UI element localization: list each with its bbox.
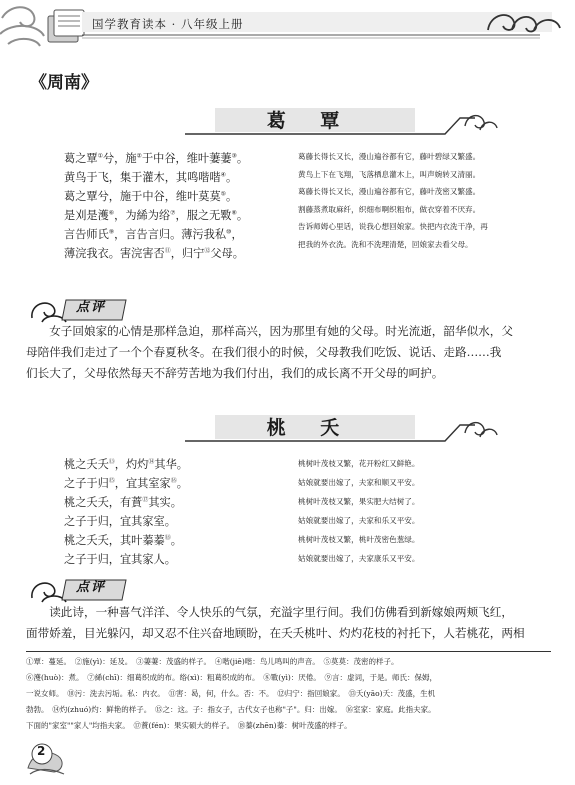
footnote-line: ①覃：蔓延。 ②施(yì)：延及。 ③萋萋：茂盛的样子。 ④喈(jiē)喈：鸟儿鸣叫的声音。 ⑤莫莫：茂密的样子。 [26, 657, 399, 666]
poem-text: 。 [236, 209, 249, 222]
translation-line: 姑娘就要出嫁了，夫家康乐又平安。 [298, 554, 420, 563]
comment1-line: 母陪伴我们走过了一个个春夏秋冬。在我们很小的时候，父母教我们吃饭、说话、走路……我 [26, 345, 502, 359]
poem-text: 之子于归 [64, 477, 109, 490]
poem-line [64, 532, 182, 548]
translation-line: 黄鸟上下在飞翔，飞落栖息灌木上，叫声婉转又清丽。 [298, 169, 481, 179]
poem-line [64, 456, 188, 472]
book-stack-icon [48, 10, 84, 42]
comment2-line: 面带娇羞，目光躲闪，却又忍不住兴奋地顾盼，在夭夭桃叶、灼灼花枝的衬托下，人若桃花，两相 [26, 626, 525, 640]
footnote-marker: ⑯ [170, 477, 177, 485]
footnote-marker: ① [97, 152, 103, 160]
poem-text: ，为絺为绤 [114, 209, 171, 222]
poem-text: 。 [226, 190, 238, 203]
poem-text: 。 [236, 152, 249, 165]
poem2-title-banner [175, 407, 500, 447]
comment2-paragraph [26, 602, 551, 644]
footnote-marker: ⑪ [164, 247, 171, 255]
footnote-marker: ⑬ [108, 458, 115, 466]
poem-text: 其华。 [154, 458, 188, 471]
footnote-line: 勃勃。 ⑭灼(zhuó)灼：鲜艳的样子。 ⑮之：这。子：指女子，古代女子也称"子"。归：出嫁。 ⑯室家：家庭。此指夫家。 [26, 705, 436, 714]
comment1-label: 点评 [76, 300, 107, 315]
footnote-marker: ④ [220, 171, 227, 179]
translation-line: 桃树叶茂枝又繁，桃叶茂密色葱绿。 [298, 535, 420, 544]
footnote-marker: ⑦ [170, 209, 176, 217]
footnote-line: ⑥濩(huò)：煮。 ⑦絺(chī)：细葛织成的布。绤(xì)：粗葛织成的布。 ⑧斁(yì)：厌倦。 ⑨言：虚词，于是。师氏：保姆， [26, 673, 438, 682]
poem-text: ，灼灼 [114, 458, 149, 471]
translation-line: 葛藤长得长又长，漫山遍谷都有它，藤叶碧绿又繁盛。 [298, 152, 481, 161]
poem-text: 于中谷，维叶萋萋 [141, 152, 232, 165]
poem1-title: 葛 覃 [266, 110, 354, 132]
wave-ornament-icon [24, 734, 68, 778]
comment2-label: 点评 [76, 580, 107, 595]
poem-text: 薄浣我衣。害浣害否 [64, 247, 165, 260]
footnote-marker: ⑨ [108, 228, 115, 236]
footnote-marker: ⑱ [164, 534, 171, 542]
translation-line: 姑娘就要出嫁了，夫家和乐又平安。 [298, 516, 420, 525]
poem2-title: 桃 夭 [266, 417, 354, 439]
poem-text: 葛之覃 [64, 152, 98, 165]
poem-text: 桃之夭夭 [64, 458, 109, 471]
translation-line: 把我的外衣洗。洗和不洗理清楚，回娘家去看父母。 [298, 240, 473, 249]
poem-text: 是刈是濩 [64, 209, 109, 222]
poem-text: 桃之夭夭，其叶蓁蓁 [64, 534, 165, 547]
poem-text: 。 [176, 477, 188, 490]
poem-line [64, 494, 182, 510]
poem-text: ，归宁 [170, 247, 205, 260]
footnote-marker: ⑮ [108, 477, 115, 485]
poem-text: ，服之无斁 [175, 209, 232, 222]
poem-text: 言告师氏 [64, 228, 109, 241]
footnote-marker: ⑫ [204, 247, 211, 255]
poem-line [64, 475, 188, 491]
poem-line [64, 551, 176, 567]
footnote-marker: ⑭ [148, 458, 155, 466]
footnote-marker: ⑤ [220, 190, 227, 198]
footnote-marker: ③ [231, 152, 237, 160]
poem-text: 桃之夭夭，有蕡 [64, 496, 143, 509]
footnote-divider [26, 651, 551, 652]
comment1-line: 们长大了，父母依然每天不辞劳苦地为我们付出，我们的成长离不开父母的呵护。 [26, 366, 444, 380]
footnote-marker: ② [136, 152, 142, 160]
page-number: 2 [37, 744, 46, 758]
poem-line [64, 169, 237, 185]
comment2-badge [26, 570, 136, 606]
page-number-badge [24, 734, 68, 778]
comment1-line: 女子回娘家的心情是那样急迫，那样高兴，因为那里有她的父母。时光流逝，韶华似水，父 [49, 324, 513, 338]
poem-text: ， [231, 228, 243, 241]
footnote-line: 下面的"家室""家人"均指夫家。 ⑰蕡(fén)：果实硕大的样子。 ⑱蓁(zhēn)蓁：树叶茂盛的样子。 [26, 721, 352, 730]
poem-line [64, 207, 248, 223]
poem-text: 葛之覃兮，施于中谷，维叶莫莫 [64, 190, 221, 203]
poem-text: 父母。 [210, 247, 244, 260]
footnote-marker: ⑥ [108, 209, 115, 217]
poem-line [64, 513, 176, 529]
translation-line: 告诉师姆心里话，说我心想回娘家。快把内衣洗干净，再 [298, 222, 488, 232]
translation-line: 割藤蒸煮取麻纤，织细布啊织粗布，做衣穿着不厌弃。 [298, 204, 481, 214]
footnote-line: 一说女师。 ⑩污：洗去污垢。私：内衣。 ⑪害：曷，何，什么。否：不。 ⑫归宁：指回娘家。 ⑬夭(yāo)夭：茂盛，生机 [26, 689, 436, 698]
poem-text: 黄鸟于飞，集于灌木，其鸣喈喈 [64, 171, 221, 184]
poem-text: 其实。 [148, 496, 182, 509]
poem-text: 兮，施 [102, 152, 137, 165]
page-header [0, 0, 575, 62]
footnote-marker: ⑩ [226, 228, 232, 236]
poem-text: 。 [170, 534, 182, 547]
header-title: 国学教育读本 · 八年级上册 [92, 17, 244, 31]
translation-line: 葛藤长得长又长，漫山遍谷都有它，藤叶茂密又繁盛。 [298, 187, 481, 197]
book-title: 《周南》 [30, 73, 98, 93]
poem-line [64, 226, 243, 242]
translation-line: 桃树叶茂枝又繁，花开粉红又鲜艳。 [298, 459, 420, 468]
header-ornament-icon [0, 0, 575, 62]
comment1-paragraph [26, 321, 551, 384]
translation-line: 桃树叶茂枝又繁，果实肥大结树了。 [298, 497, 420, 506]
poem1-title-banner [175, 100, 500, 140]
poem-text: ，宜其室家 [114, 477, 171, 490]
comment2-line: 读此诗，一种喜气洋洋、令人快乐的气氛，充溢字里行间。我们仿佛看到新嫁娘两颊飞红， [49, 605, 513, 619]
poem-line [64, 150, 248, 166]
poem-line [64, 188, 237, 204]
poem-text: 。 [226, 171, 238, 184]
footnote-marker: ⑧ [231, 209, 237, 217]
poem-line [64, 245, 244, 261]
translation-line: 姑娘就要出嫁了，夫家和顺又平安。 [298, 478, 420, 487]
poem-text: ，言告言归。薄污我私 [114, 228, 227, 241]
poem-text: 之子于归，宜其家室。 [64, 515, 176, 528]
footnote-marker: ⑰ [142, 496, 149, 504]
poem-text: 之子于归，宜其家人。 [64, 553, 176, 566]
